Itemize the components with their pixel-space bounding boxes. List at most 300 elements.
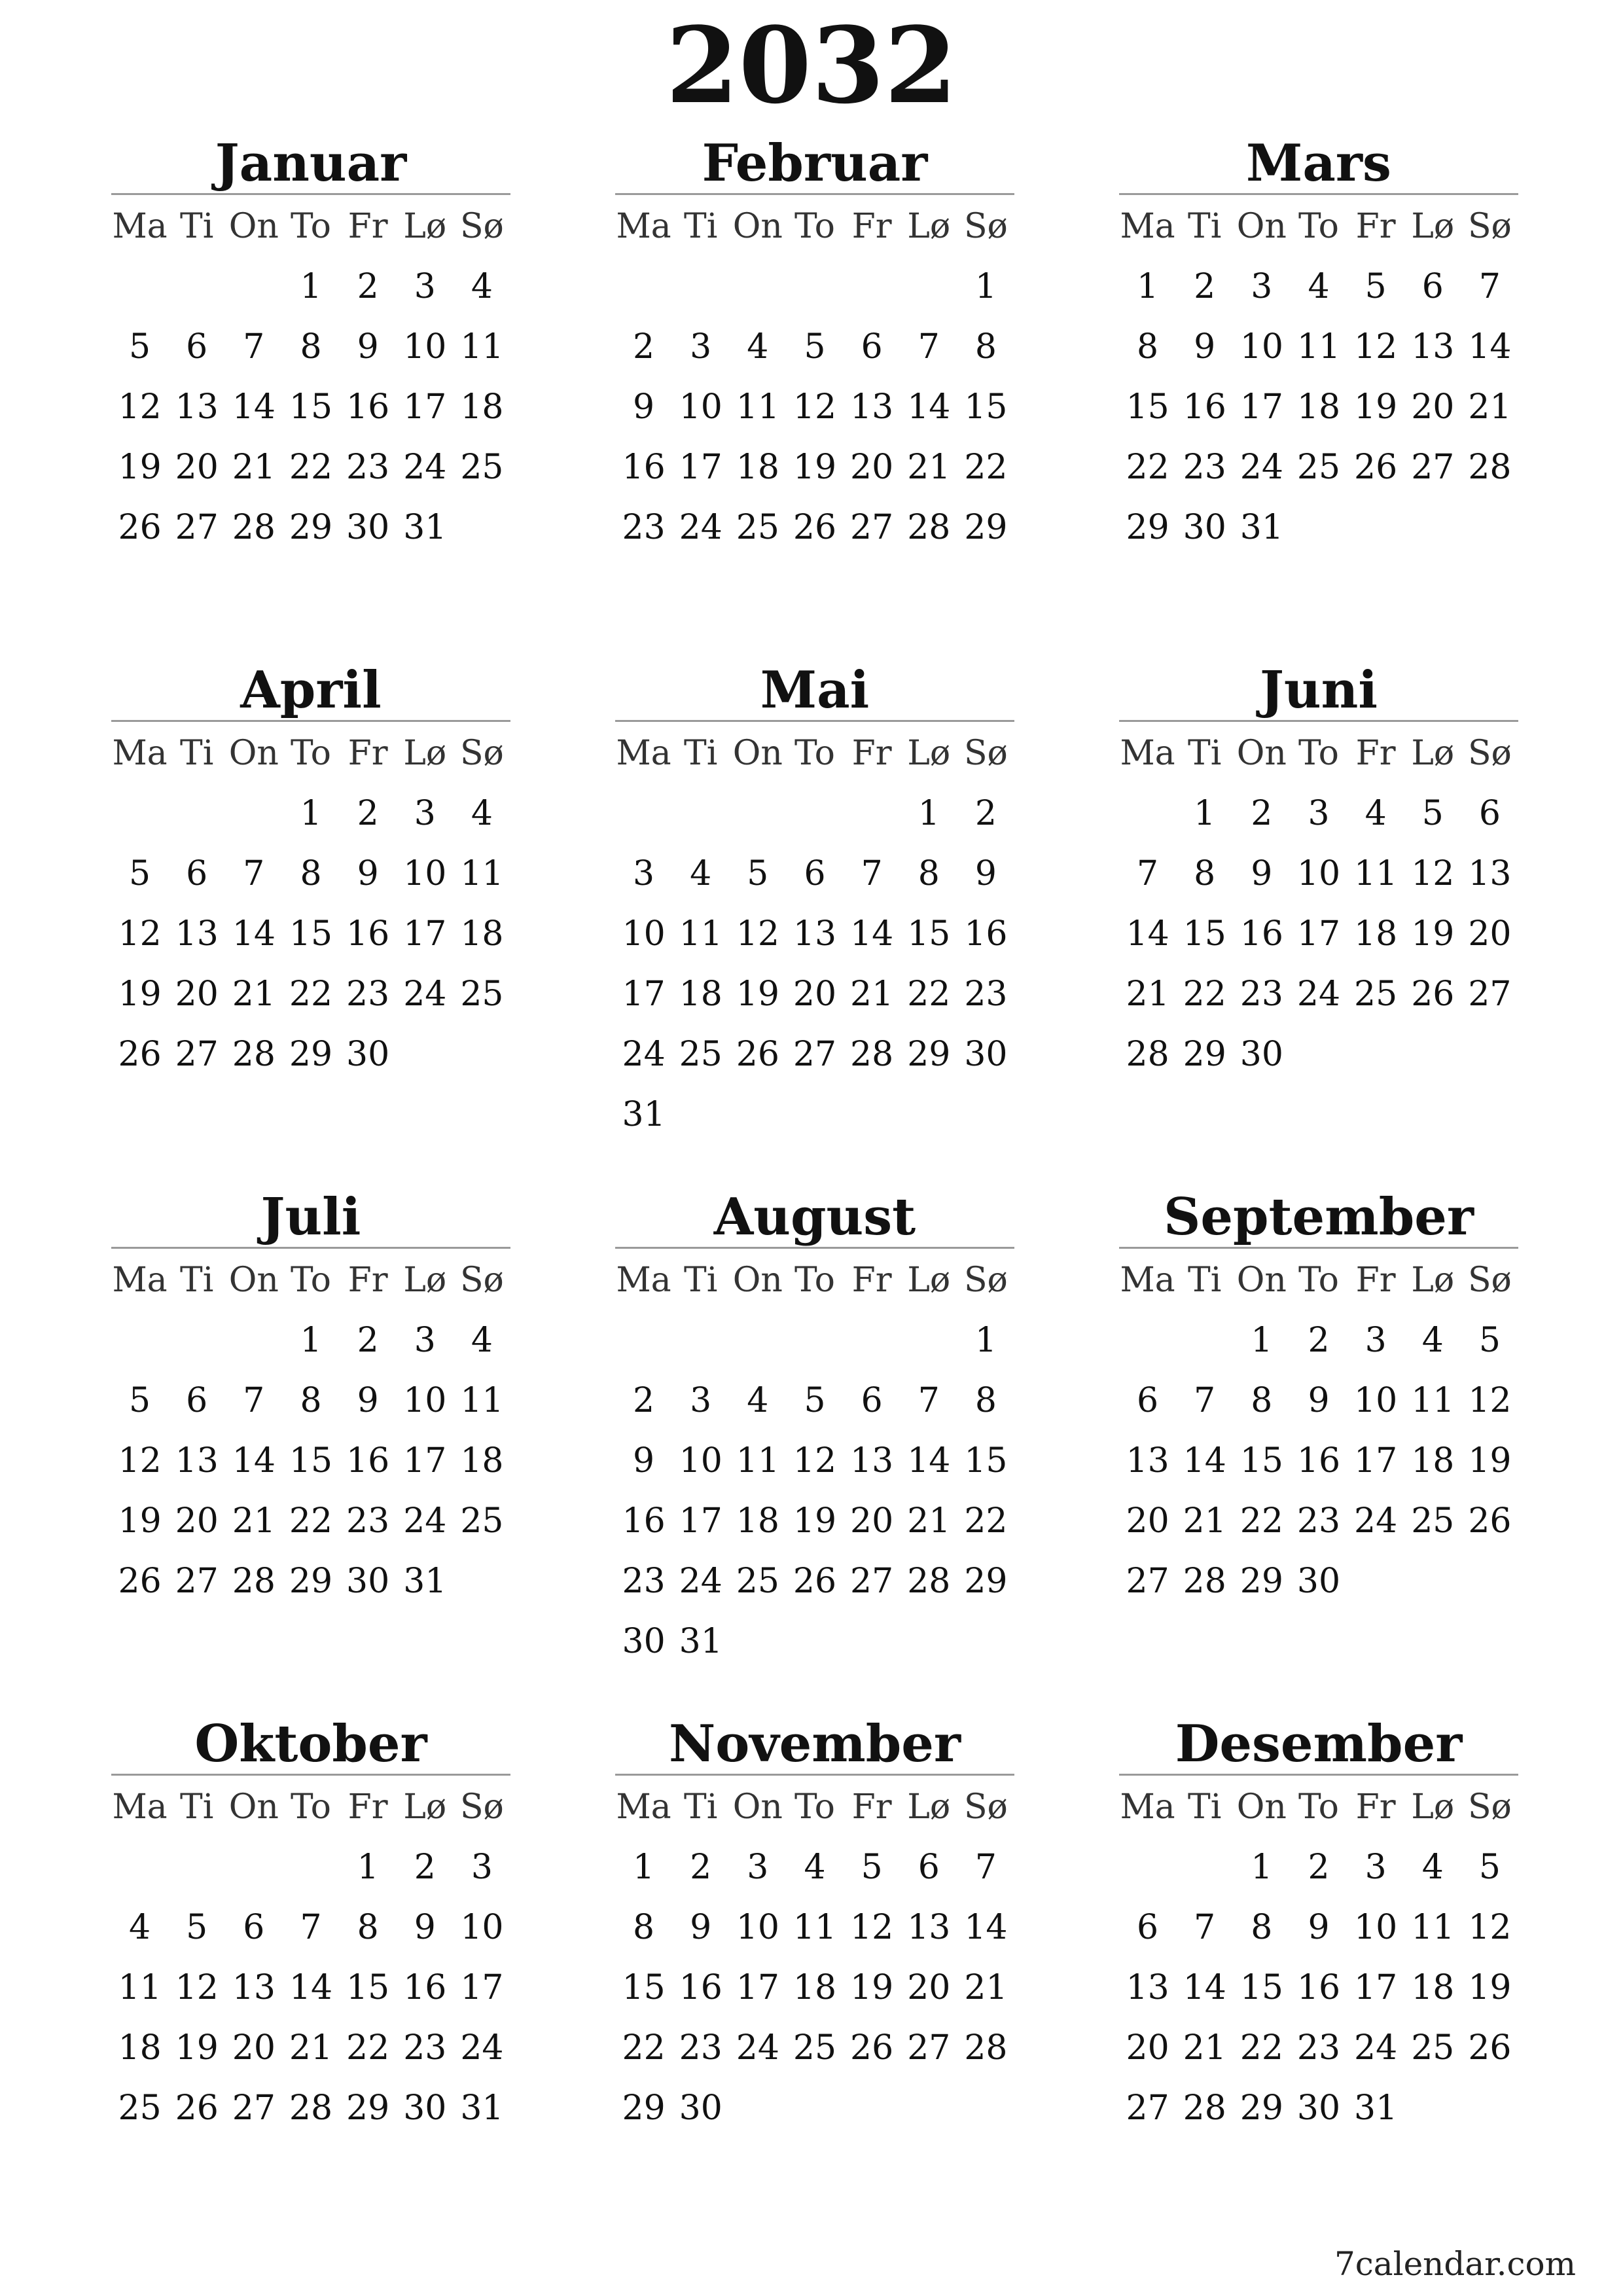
weekday-label: To	[794, 1261, 835, 1300]
day-cell: 21	[907, 448, 951, 487]
day-cell: 12	[118, 914, 162, 954]
day-cell: 18	[736, 1501, 779, 1541]
day-cell: 28	[907, 1562, 951, 1601]
day-cell: 30	[679, 2089, 722, 2128]
day-cell: 23	[1240, 975, 1283, 1014]
weekday-label: To	[1298, 207, 1339, 246]
day-cell: 11	[1411, 1381, 1455, 1420]
week-row	[1119, 1897, 1518, 1958]
day-cell: 24	[1354, 2028, 1398, 2068]
day-cell: 26	[118, 1035, 162, 1074]
month-juni	[1119, 661, 1518, 1085]
day-cell: 6	[186, 327, 208, 367]
weekday-label: On	[1236, 1261, 1287, 1300]
day-cell: 12	[1354, 327, 1398, 367]
day-cell: 26	[1354, 448, 1398, 487]
day-cell: 11	[460, 1381, 504, 1420]
month-desember	[1119, 1715, 1518, 2138]
week-row	[615, 1431, 1014, 1491]
day-cell: 26	[1411, 975, 1455, 1014]
day-cell: 23	[346, 975, 390, 1014]
week-row	[615, 257, 1014, 317]
day-cell: 30	[346, 508, 390, 547]
day-cell: 11	[1296, 327, 1341, 367]
day-cell: 28	[1183, 2089, 1226, 2128]
day-cell: 21	[964, 1968, 1008, 2007]
day-cell: 7	[243, 1381, 265, 1420]
day-cell: 14	[1183, 1968, 1226, 2007]
day-cell: 12	[850, 1908, 894, 1947]
day-cell: 19	[736, 975, 779, 1014]
weekday-header	[111, 723, 510, 783]
day-cell: 12	[118, 387, 162, 427]
day-cell: 7	[1478, 267, 1501, 306]
day-cell: 12	[1411, 854, 1455, 893]
day-cell: 8	[1194, 854, 1216, 893]
weekday-label: Fr	[1355, 1787, 1396, 1827]
day-cell: 4	[129, 1908, 151, 1947]
day-cell: 15	[1126, 387, 1169, 427]
day-cell: 29	[289, 1562, 333, 1601]
day-cell: 6	[918, 1848, 940, 1887]
weekday-label: On	[1236, 207, 1287, 246]
week-row	[1119, 377, 1518, 437]
day-cell: 20	[175, 448, 219, 487]
weekday-label: Ti	[180, 734, 214, 773]
day-cell: 30	[1296, 2089, 1341, 2128]
day-cell: 3	[1364, 1848, 1387, 1887]
week-row	[1119, 1491, 1518, 1551]
day-cell: 3	[1308, 794, 1330, 833]
month-februar	[615, 134, 1014, 558]
day-cell: 20	[175, 975, 219, 1014]
day-cell: 15	[1240, 1441, 1283, 1480]
month-november	[615, 1715, 1014, 2138]
week-row	[111, 437, 510, 497]
week-row	[1119, 437, 1518, 497]
day-cell: 26	[736, 1035, 779, 1074]
day-cell: 28	[289, 2089, 333, 2128]
day-cell: 13	[1126, 1968, 1169, 2007]
day-cell: 27	[850, 1562, 894, 1601]
day-cell: 6	[1421, 267, 1444, 306]
week-row	[1119, 317, 1518, 377]
day-cell: 13	[1126, 1441, 1169, 1480]
day-cell: 19	[175, 2028, 219, 2068]
week-row	[111, 1897, 510, 1958]
day-cell: 30	[346, 1562, 390, 1601]
day-cell: 29	[907, 1035, 951, 1074]
weekday-label: On	[228, 1787, 279, 1827]
day-cell: 13	[850, 387, 894, 427]
day-cell: 18	[460, 914, 504, 954]
day-cell: 18	[793, 1968, 837, 2007]
weekday-label: Ma	[616, 207, 671, 246]
week-row	[615, 377, 1014, 437]
day-cell: 15	[964, 387, 1008, 427]
day-cell: 10	[1296, 854, 1341, 893]
weekday-label: Lø	[403, 1261, 447, 1300]
day-cell: 12	[1468, 1381, 1512, 1420]
day-cell: 5	[129, 327, 151, 367]
weekday-header	[1119, 723, 1518, 783]
day-cell: 14	[232, 387, 276, 427]
weekday-header	[111, 1250, 510, 1310]
day-cell: 10	[679, 1441, 722, 1480]
day-cell: 26	[793, 1562, 837, 1601]
day-cell: 15	[346, 1968, 390, 2007]
weekday-label: Sø	[1467, 1787, 1512, 1827]
weekday-label: Ti	[1188, 207, 1222, 246]
day-cell: 2	[357, 794, 379, 833]
week-row	[615, 437, 1014, 497]
day-cell: 15	[1183, 914, 1226, 954]
week-row	[111, 1431, 510, 1491]
weekday-label: Ti	[684, 734, 718, 773]
day-cell: 20	[793, 975, 837, 1014]
day-cell: 11	[679, 914, 722, 954]
weekday-header	[111, 196, 510, 257]
day-cell: 19	[118, 448, 162, 487]
day-cell: 29	[964, 508, 1008, 547]
day-cell: 10	[460, 1908, 504, 1947]
month-mai	[615, 661, 1014, 1145]
footer-link[interactable]: 7calendar.com	[1334, 2245, 1576, 2283]
weekday-label: Lø	[1411, 734, 1455, 773]
day-cell: 22	[289, 448, 333, 487]
day-cell: 25	[460, 448, 504, 487]
weekday-label: Ti	[1188, 1787, 1222, 1827]
day-cell: 18	[736, 448, 779, 487]
day-cell: 1	[974, 267, 997, 306]
day-cell: 31	[403, 1562, 447, 1601]
day-cell: 19	[1411, 914, 1455, 954]
day-cell: 6	[186, 854, 208, 893]
day-cell: 13	[1468, 854, 1512, 893]
day-cell: 26	[1468, 1501, 1512, 1541]
day-cell: 28	[1183, 1562, 1226, 1601]
weekday-label: To	[291, 1261, 331, 1300]
day-cell: 13	[793, 914, 837, 954]
month-name: November	[615, 1715, 1014, 1776]
day-cell: 3	[633, 854, 655, 893]
day-cell: 17	[736, 1968, 779, 2007]
day-cell: 17	[1354, 1968, 1398, 2007]
day-cell: 9	[633, 387, 655, 427]
year-title: 2032	[666, 4, 957, 127]
day-cell: 28	[1126, 1035, 1169, 1074]
week-row	[615, 1551, 1014, 1611]
day-cell: 1	[1251, 1321, 1273, 1360]
day-cell: 27	[175, 508, 219, 547]
day-cell: 9	[1308, 1908, 1330, 1947]
day-cell: 13	[175, 1441, 219, 1480]
weekday-label: Ma	[1120, 207, 1175, 246]
day-cell: 28	[907, 508, 951, 547]
weekday-label: To	[1298, 734, 1339, 773]
day-cell: 11	[1411, 1908, 1455, 1947]
month-name: August	[615, 1188, 1014, 1249]
day-cell: 14	[289, 1968, 333, 2007]
day-cell: 21	[907, 1501, 951, 1541]
day-cell: 16	[622, 1501, 666, 1541]
day-cell: 4	[690, 854, 712, 893]
weekday-label: Ma	[616, 734, 671, 773]
week-row	[615, 1958, 1014, 2018]
day-cell: 9	[633, 1441, 655, 1480]
day-cell: 25	[736, 508, 779, 547]
weekday-label: Ma	[616, 1787, 671, 1827]
weekday-label: On	[1236, 734, 1287, 773]
weekday-label: Lø	[1411, 1261, 1455, 1300]
day-cell: 16	[403, 1968, 447, 2007]
day-cell: 13	[850, 1441, 894, 1480]
day-cell: 9	[690, 1908, 712, 1947]
day-cell: 23	[622, 508, 666, 547]
day-cell: 15	[289, 1441, 333, 1480]
day-cell: 17	[1240, 387, 1283, 427]
day-cell: 27	[850, 508, 894, 547]
day-cell: 8	[974, 1381, 997, 1420]
day-cell: 13	[175, 387, 219, 427]
day-cell: 24	[403, 448, 447, 487]
day-cell: 29	[1240, 2089, 1283, 2128]
week-row	[111, 497, 510, 558]
day-cell: 22	[1183, 975, 1226, 1014]
day-cell: 25	[1411, 2028, 1455, 2068]
weekday-header	[615, 196, 1014, 257]
day-cell: 20	[907, 1968, 951, 2007]
day-cell: 21	[232, 975, 276, 1014]
weekday-label: Fr	[1355, 734, 1396, 773]
day-cell: 15	[964, 1441, 1008, 1480]
day-cell: 1	[918, 794, 940, 833]
day-cell: 21	[232, 448, 276, 487]
weekday-label: Sø	[1467, 1261, 1512, 1300]
week-row	[111, 1310, 510, 1371]
week-row	[1119, 1837, 1518, 1897]
day-cell: 14	[907, 387, 951, 427]
month-name: Desember	[1119, 1715, 1518, 1776]
day-cell: 23	[1296, 2028, 1341, 2068]
day-cell: 21	[1126, 975, 1169, 1014]
week-row	[615, 1611, 1014, 1672]
weekday-label: Sø	[963, 207, 1008, 246]
day-cell: 17	[403, 387, 447, 427]
weekday-label: Sø	[459, 1261, 504, 1300]
weekday-label: Lø	[403, 734, 447, 773]
day-cell: 31	[622, 1095, 666, 1134]
weekday-label: Lø	[1411, 207, 1455, 246]
day-cell: 14	[1126, 914, 1169, 954]
day-cell: 25	[793, 2028, 837, 2068]
week-row	[111, 317, 510, 377]
day-cell: 16	[964, 914, 1008, 954]
week-row	[615, 964, 1014, 1024]
day-cell: 18	[1296, 387, 1341, 427]
day-cell: 18	[1354, 914, 1398, 954]
day-cell: 15	[907, 914, 951, 954]
month-august	[615, 1188, 1014, 1672]
day-cell: 14	[850, 914, 894, 954]
day-cell: 3	[1364, 1321, 1387, 1360]
day-cell: 10	[679, 387, 722, 427]
month-name: Juni	[1119, 661, 1518, 722]
weekday-label: Sø	[459, 207, 504, 246]
day-cell: 20	[850, 448, 894, 487]
day-cell: 21	[232, 1501, 276, 1541]
day-cell: 3	[747, 1848, 769, 1887]
day-cell: 1	[633, 1848, 655, 1887]
day-cell: 16	[1183, 387, 1226, 427]
day-cell: 29	[1240, 1562, 1283, 1601]
day-cell: 5	[747, 854, 769, 893]
weekday-label: Ti	[684, 1261, 718, 1300]
weekday-label: Fr	[851, 1787, 892, 1827]
weekday-label: To	[291, 734, 331, 773]
week-row	[111, 904, 510, 964]
day-cell: 27	[175, 1562, 219, 1601]
weekday-label: Ti	[180, 1787, 214, 1827]
day-cell: 1	[1251, 1848, 1273, 1887]
weekday-label: Lø	[907, 1261, 951, 1300]
day-cell: 20	[850, 1501, 894, 1541]
month-juli	[111, 1188, 510, 1611]
day-cell: 21	[289, 2028, 333, 2068]
day-cell: 30	[964, 1035, 1008, 1074]
day-cell: 6	[1478, 794, 1501, 833]
day-cell: 5	[1478, 1848, 1501, 1887]
day-cell: 9	[357, 854, 379, 893]
day-cell: 22	[346, 2028, 390, 2068]
day-cell: 29	[1126, 508, 1169, 547]
day-cell: 27	[793, 1035, 837, 1074]
day-cell: 16	[346, 387, 390, 427]
day-cell: 23	[346, 448, 390, 487]
day-cell: 27	[1411, 448, 1455, 487]
day-cell: 2	[357, 267, 379, 306]
week-row	[615, 317, 1014, 377]
day-cell: 29	[289, 508, 333, 547]
day-cell: 2	[1194, 267, 1216, 306]
day-cell: 12	[1468, 1908, 1512, 1947]
day-cell: 18	[460, 1441, 504, 1480]
weekday-label: Fr	[851, 734, 892, 773]
day-cell: 2	[633, 1381, 655, 1420]
week-row	[615, 1897, 1014, 1958]
day-cell: 28	[1468, 448, 1512, 487]
day-cell: 3	[414, 267, 436, 306]
day-cell: 6	[1137, 1908, 1159, 1947]
week-row	[1119, 1024, 1518, 1085]
day-cell: 22	[1240, 2028, 1283, 2068]
day-cell: 16	[1296, 1968, 1341, 2007]
day-cell: 26	[175, 2089, 219, 2128]
weekday-label: To	[794, 734, 835, 773]
day-cell: 13	[1411, 327, 1455, 367]
weekday-label: To	[1298, 1261, 1339, 1300]
week-row	[1119, 2078, 1518, 2138]
day-cell: 7	[1194, 1908, 1216, 1947]
week-row	[1119, 904, 1518, 964]
weekday-label: Sø	[963, 1787, 1008, 1827]
day-cell: 6	[861, 327, 883, 367]
week-row	[111, 844, 510, 904]
day-cell: 19	[850, 1968, 894, 2007]
day-cell: 19	[118, 1501, 162, 1541]
day-cell: 30	[346, 1035, 390, 1074]
day-cell: 22	[907, 975, 951, 1014]
month-name: Februar	[615, 134, 1014, 195]
weekday-label: Ti	[684, 1787, 718, 1827]
weekday-label: Lø	[403, 207, 447, 246]
week-row	[1119, 1310, 1518, 1371]
day-cell: 2	[974, 794, 997, 833]
month-name: Januar	[111, 134, 510, 195]
weekday-label: On	[732, 734, 783, 773]
week-row	[1119, 964, 1518, 1024]
weekday-label: Fr	[851, 207, 892, 246]
day-cell: 24	[679, 508, 722, 547]
day-cell: 28	[232, 508, 276, 547]
day-cell: 20	[1411, 387, 1455, 427]
day-cell: 12	[175, 1968, 219, 2007]
day-cell: 22	[1126, 448, 1169, 487]
day-cell: 8	[300, 854, 322, 893]
weekday-label: Sø	[459, 734, 504, 773]
month-september	[1119, 1188, 1518, 1611]
day-cell: 18	[118, 2028, 162, 2068]
day-cell: 9	[1251, 854, 1273, 893]
day-cell: 22	[622, 2028, 666, 2068]
week-row	[111, 1958, 510, 2018]
weekday-label: On	[732, 207, 783, 246]
day-cell: 4	[471, 1321, 493, 1360]
day-cell: 8	[974, 327, 997, 367]
day-cell: 8	[918, 854, 940, 893]
day-cell: 29	[289, 1035, 333, 1074]
week-row	[615, 1837, 1014, 1897]
day-cell: 5	[804, 327, 826, 367]
weekday-label: Ma	[112, 207, 168, 246]
day-cell: 19	[1468, 1441, 1512, 1480]
day-cell: 8	[1251, 1381, 1273, 1420]
day-cell: 11	[460, 854, 504, 893]
day-cell: 18	[679, 975, 722, 1014]
day-cell: 5	[1364, 267, 1387, 306]
day-cell: 8	[1251, 1908, 1273, 1947]
day-cell: 21	[850, 975, 894, 1014]
day-cell: 13	[175, 914, 219, 954]
day-cell: 12	[118, 1441, 162, 1480]
month-name: Mai	[615, 661, 1014, 722]
day-cell: 1	[1137, 267, 1159, 306]
day-cell: 19	[1354, 387, 1398, 427]
day-cell: 25	[679, 1035, 722, 1074]
weekday-header	[1119, 1250, 1518, 1310]
day-cell: 4	[804, 1848, 826, 1887]
day-cell: 1	[1194, 794, 1216, 833]
week-row	[615, 783, 1014, 844]
day-cell: 18	[460, 387, 504, 427]
month-mars	[1119, 134, 1518, 558]
weekday-label: To	[794, 207, 835, 246]
day-cell: 6	[861, 1381, 883, 1420]
day-cell: 20	[175, 1501, 219, 1541]
day-cell: 12	[793, 1441, 837, 1480]
day-cell: 16	[346, 914, 390, 954]
weekday-header	[1119, 1777, 1518, 1837]
